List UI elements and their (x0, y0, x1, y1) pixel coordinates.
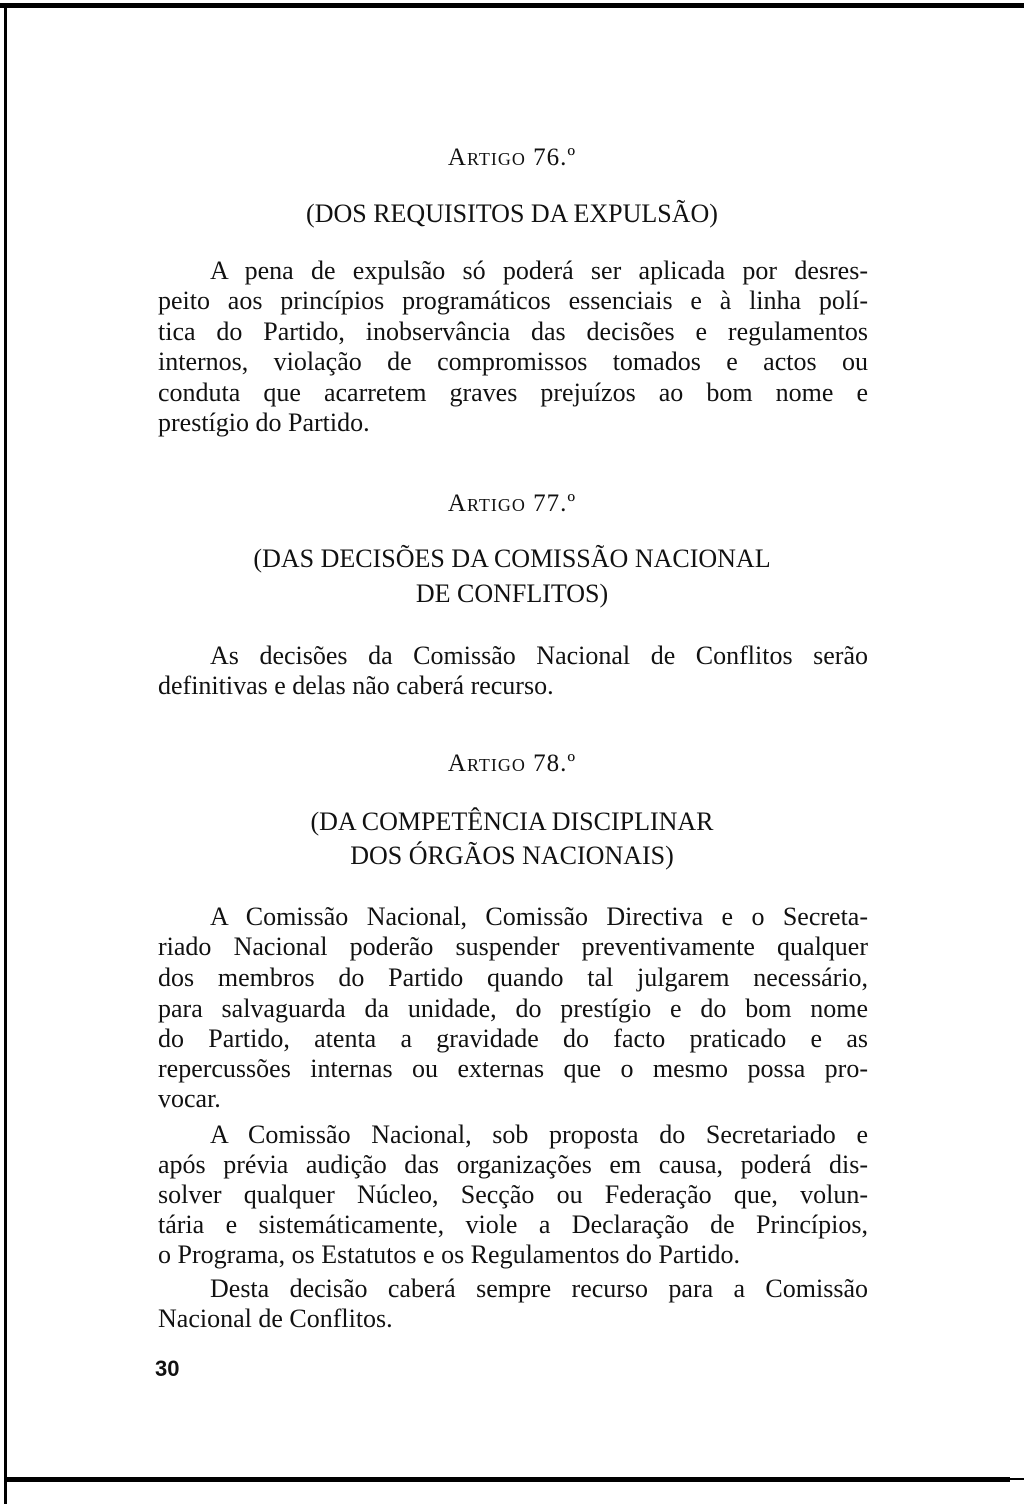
paragraph-line: solver qualquer Núcleo, Secção ou Federação que, volun- (158, 1180, 868, 1209)
paragraph-line: Desta decisão caberá sempre recurso para a Comissão (210, 1274, 868, 1303)
page-border-bottom (5, 1477, 1010, 1482)
paragraph-line: internos, violação de compromissos tomados e actos ou (158, 347, 868, 376)
article-78-title-line-1: (DA COMPETÊNCIA DISCIPLINAR (310, 807, 714, 836)
paragraph-line: para salvaguarda da unidade, do prestígio e do bom nome (158, 994, 868, 1023)
page-number: 30 (155, 1356, 180, 1381)
paragraph-line: A Comissão Nacional, Comissão Directiva e o Secreta- (210, 902, 868, 931)
paragraph-line: conduta que acarretem graves prejuízos ao bom nome e (158, 378, 868, 407)
paragraph-line: A Comissão Nacional, sob proposta do Secretariado e (210, 1120, 868, 1149)
paragraph-line: prestígio do Partido. (158, 408, 370, 437)
paragraph-line: definitivas e delas não caberá recurso. (158, 671, 554, 700)
paragraph-line: dos membros do Partido quando tal julgarem necessário, (158, 963, 868, 992)
paragraph-line: após prévia audição das organizações em causa, poderá dis- (158, 1150, 868, 1179)
paragraph-line: Nacional de Conflitos. (158, 1304, 393, 1333)
paragraph-line: vocar. (158, 1084, 221, 1113)
article-78-title-line-2: DOS ÓRGÃOS NACIONAIS) (350, 841, 674, 870)
article-76-heading: Artigo 76.º (447, 144, 577, 171)
paragraph-line: do Partido, atenta a gravidade do facto praticado e as (158, 1024, 868, 1053)
paragraph-line: tica do Partido, inobservância das decisões e regulamentos (158, 317, 868, 346)
paragraph-line: riado Nacional poderão suspender preventivamente qualquer (158, 932, 868, 961)
paragraph-line: A pena de expulsão só poderá ser aplicada por desres- (210, 256, 868, 285)
page-border-top (0, 3, 1024, 8)
paragraph-line: o Programa, os Estatutos e os Regulamentos do Partido. (158, 1240, 741, 1269)
page-border-bottom-tail (1008, 1478, 1024, 1480)
article-77-title-line-2: DE CONFLITOS) (415, 579, 609, 608)
article-78-heading: Artigo 78.º (447, 750, 577, 777)
paragraph-line: tária e sistemáticamente, viole a Declaração de Princípios, (158, 1210, 868, 1239)
article-76-title: (DOS REQUISITOS DA EXPULSÃO) (306, 199, 718, 228)
article-77-heading: Artigo 77.º (447, 490, 577, 517)
article-77-title-line-1: (DAS DECISÕES DA COMISSÃO NACIONAL (253, 544, 771, 573)
paragraph-line: repercussões internas ou externas que o mesmo possa pro- (158, 1054, 868, 1083)
paragraph-line: peito aos princípios programáticos essenciais e à linha polí- (158, 286, 868, 315)
paragraph-line: As decisões da Comissão Nacional de Conflitos serão (210, 641, 868, 670)
